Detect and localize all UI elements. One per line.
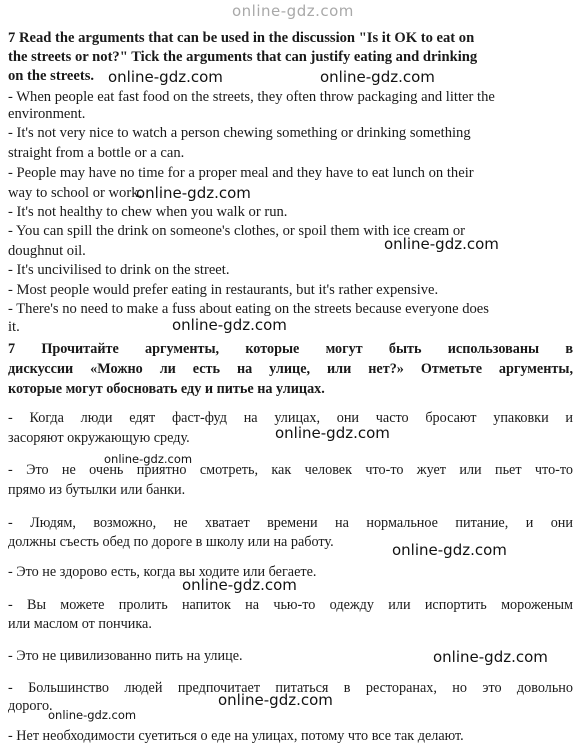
watermark: online-gdz.com — [275, 424, 390, 442]
ru-argument-line: - Нет необходимости суетиться о еде на улицах, потому что все так делают. — [8, 728, 464, 744]
watermark: online-gdz.com — [182, 576, 297, 594]
watermark: online-gdz.com — [104, 452, 193, 466]
ru-title-line-1: 7 Прочитайте аргументы, которые могут быть использованы в — [8, 341, 573, 357]
watermark: online-gdz.com — [48, 708, 137, 722]
watermark: online-gdz.com — [218, 691, 333, 709]
en-argument-line: environment. — [8, 106, 86, 122]
ru-argument-line: - Это не цивилизованно пить на улице. — [8, 648, 243, 664]
en-argument-line: - You can spill the drink on someone's clothes, or spoil them with ice cream or — [8, 223, 465, 239]
en-argument-line: - It's uncivilised to drink on the street. — [8, 262, 230, 278]
en-argument-line: - Most people would prefer eating in restaurants, but it's rather expensive. — [8, 282, 439, 298]
en-argument-line: it. — [8, 319, 20, 335]
ru-argument-line: - Это не здорово есть, когда вы ходите или бегаете. — [8, 564, 317, 580]
header-watermark: online-gdz.com — [232, 2, 354, 20]
ru-title-line-3: которые могут обосновать еду и питье на улицах. — [8, 381, 325, 397]
watermark: online-gdz.com — [392, 541, 507, 559]
ru-argument-line: - Когда люди едят фаст-фуд на улицах, они часто бросают упаковки и — [8, 410, 573, 426]
ru-argument-line: - Большинство людей предпочитает питаться в ресторанах, но это довольно — [8, 680, 573, 696]
ru-argument-line: дорого. — [8, 698, 53, 714]
ru-argument-line: засоряют окружающую среду. — [8, 430, 190, 446]
ru-argument-line: должны съесть обед по дороге в школу или на работу. — [8, 534, 334, 550]
en-argument-line: - It's not healthy to chew when you walk or run. — [8, 204, 288, 220]
ru-argument-line: - Вы можете пролить напиток на чью-то одежду или испортить мороженым — [8, 597, 573, 613]
ru-argument-line: или маслом от пончика. — [8, 616, 152, 632]
en-argument-line: - People may have no time for a proper meal and they have to eat lunch on their — [8, 165, 474, 181]
en-argument-line: - There's no need to make a fuss about eating on the streets because everyone does — [8, 301, 489, 317]
watermark: online-gdz.com — [108, 68, 223, 86]
ru-title-line-2: дискуссии «Можно ли есть на улице, или нет?» Отметьте аргументы, — [8, 361, 573, 377]
en-argument-line: - When people eat fast food on the streets, they often throw packaging and litter the — [8, 89, 495, 105]
en-argument-line: way to school or work. — [8, 185, 143, 201]
en-title-line-1: 7 Read the arguments that can be used in the discussion "Is it OK to eat on — [8, 30, 475, 46]
watermark: online-gdz.com — [172, 316, 287, 334]
en-argument-line: - It's not very nice to watch a person chewing something or drinking something — [8, 125, 471, 141]
en-argument-line: doughnut oil. — [8, 243, 86, 259]
watermark: online-gdz.com — [384, 235, 499, 253]
en-title-line-3: on the streets. — [8, 68, 95, 84]
watermark: online-gdz.com — [320, 68, 435, 86]
en-title-line-2: the streets or not?" Tick the arguments that can justify eating and drinking — [8, 49, 478, 65]
en-argument-line: straight from a bottle or a can. — [8, 145, 185, 161]
ru-argument-line: - Людям, возможно, не хватает времени на нормальное питание, и они — [8, 515, 573, 531]
watermark: online-gdz.com — [136, 184, 251, 202]
watermark: online-gdz.com — [433, 648, 548, 666]
ru-argument-line: - Это не очень приятно смотреть, как человек что-то жует или пьет что-то — [8, 462, 573, 478]
ru-argument-line: прямо из бутылки или банки. — [8, 482, 186, 498]
